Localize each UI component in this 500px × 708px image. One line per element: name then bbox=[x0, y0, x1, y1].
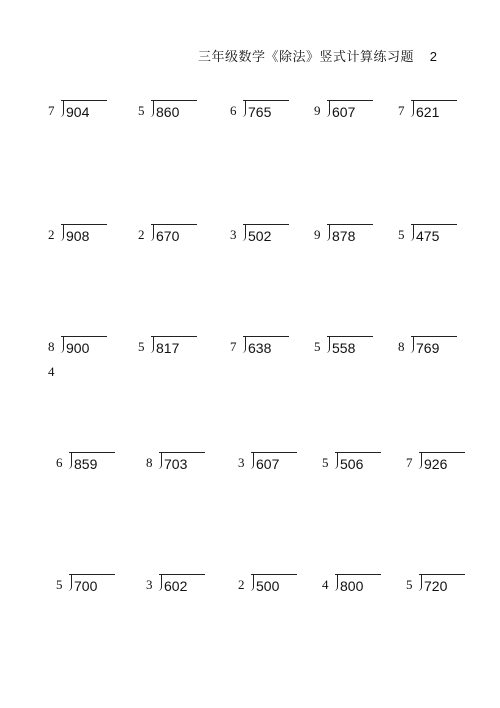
divisor: 3 bbox=[230, 227, 237, 242]
division-problem bbox=[146, 570, 226, 592]
division-problem bbox=[322, 570, 402, 592]
dividend: 900 bbox=[66, 340, 90, 356]
divisor: 6 bbox=[230, 103, 237, 118]
bracket-curve bbox=[156, 574, 162, 591]
bracket-curve bbox=[324, 100, 330, 117]
title-text: 三年级数学《除法》竖式计算练习题 bbox=[198, 49, 415, 64]
divisor: 5 bbox=[56, 577, 63, 592]
bracket-curve bbox=[324, 336, 330, 353]
divisor: 5 bbox=[322, 455, 329, 470]
dividend: 703 bbox=[164, 456, 188, 472]
title-number: 2 bbox=[429, 49, 438, 64]
dividend: 670 bbox=[156, 228, 180, 244]
dividend: 475 bbox=[416, 228, 440, 244]
bracket-curve bbox=[332, 452, 338, 469]
divisor: 2 bbox=[138, 227, 145, 242]
divisor: 8 bbox=[48, 339, 55, 354]
dividend: 904 bbox=[66, 104, 90, 120]
division-problem bbox=[238, 570, 318, 592]
dividend: 860 bbox=[156, 104, 180, 120]
divisor: 9 bbox=[314, 103, 321, 118]
divisor: 3 bbox=[238, 455, 245, 470]
division-problem bbox=[322, 448, 402, 470]
dividend: 621 bbox=[416, 104, 440, 120]
dividend: 500 bbox=[256, 578, 280, 594]
bracket-curve bbox=[416, 574, 422, 591]
division-problem bbox=[48, 96, 128, 118]
division-problem bbox=[398, 220, 478, 242]
divisor: 9 bbox=[314, 227, 321, 242]
dividend: 638 bbox=[248, 340, 272, 356]
dividend: 926 bbox=[424, 456, 448, 472]
bracket-curve bbox=[240, 100, 246, 117]
bracket-curve bbox=[148, 224, 154, 241]
bracket-curve bbox=[408, 224, 414, 241]
dividend: 859 bbox=[74, 456, 98, 472]
divisor: 6 bbox=[56, 455, 63, 470]
divisor: 7 bbox=[406, 455, 413, 470]
division-problem bbox=[314, 96, 394, 118]
division-problem bbox=[48, 332, 128, 354]
dividend: 878 bbox=[332, 228, 356, 244]
bracket-curve bbox=[248, 574, 254, 591]
dividend: 607 bbox=[256, 456, 280, 472]
bracket-curve bbox=[416, 452, 422, 469]
divisor: 2 bbox=[48, 227, 55, 242]
dividend: 720 bbox=[424, 578, 448, 594]
bracket-curve bbox=[58, 224, 64, 241]
bracket-curve bbox=[324, 224, 330, 241]
division-problem bbox=[230, 96, 310, 118]
divisor: 4 bbox=[322, 577, 329, 592]
bracket-curve bbox=[156, 452, 162, 469]
dividend: 506 bbox=[340, 456, 364, 472]
division-problem bbox=[138, 332, 218, 354]
division-problem bbox=[138, 220, 218, 242]
divisor: 5 bbox=[314, 339, 321, 354]
divisor: 3 bbox=[146, 577, 153, 592]
division-problem bbox=[398, 96, 478, 118]
stray-mark: 4 bbox=[48, 364, 55, 379]
dividend: 502 bbox=[248, 228, 272, 244]
bracket-curve bbox=[408, 336, 414, 353]
bracket-curve bbox=[148, 336, 154, 353]
division-problem bbox=[238, 448, 318, 470]
divisor: 5 bbox=[138, 339, 145, 354]
division-problem bbox=[406, 448, 486, 470]
divisor: 7 bbox=[48, 103, 55, 118]
page-title bbox=[198, 46, 438, 65]
division-problem bbox=[314, 332, 394, 354]
dividend: 700 bbox=[74, 578, 98, 594]
bracket-curve bbox=[66, 574, 72, 591]
dividend: 908 bbox=[66, 228, 90, 244]
division-problem bbox=[230, 220, 310, 242]
division-problem bbox=[398, 332, 478, 354]
division-problem bbox=[48, 220, 128, 242]
division-problem bbox=[56, 448, 136, 470]
divisor: 2 bbox=[238, 577, 245, 592]
dividend: 765 bbox=[248, 104, 272, 120]
division-problem bbox=[56, 570, 136, 592]
division-problem bbox=[138, 96, 218, 118]
bracket-curve bbox=[248, 452, 254, 469]
dividend: 602 bbox=[164, 578, 188, 594]
divisor: 5 bbox=[398, 227, 405, 242]
dividend: 800 bbox=[340, 578, 364, 594]
bracket-curve bbox=[408, 100, 414, 117]
divisor: 5 bbox=[406, 577, 413, 592]
division-problem bbox=[146, 448, 226, 470]
dividend: 558 bbox=[332, 340, 356, 356]
bracket-curve bbox=[240, 336, 246, 353]
divisor: 5 bbox=[138, 103, 145, 118]
divisor: 7 bbox=[230, 339, 237, 354]
bracket-curve bbox=[332, 574, 338, 591]
division-problem bbox=[314, 220, 394, 242]
bracket-curve bbox=[66, 452, 72, 469]
divisor: 8 bbox=[146, 455, 153, 470]
bracket-curve bbox=[58, 336, 64, 353]
dividend: 607 bbox=[332, 104, 356, 120]
bracket-curve bbox=[58, 100, 64, 117]
divisor: 8 bbox=[398, 339, 405, 354]
bracket-curve bbox=[240, 224, 246, 241]
bracket-curve bbox=[148, 100, 154, 117]
dividend: 769 bbox=[416, 340, 440, 356]
dividend: 817 bbox=[156, 340, 180, 356]
division-problem bbox=[230, 332, 310, 354]
divisor: 7 bbox=[398, 103, 405, 118]
division-problem bbox=[406, 570, 486, 592]
